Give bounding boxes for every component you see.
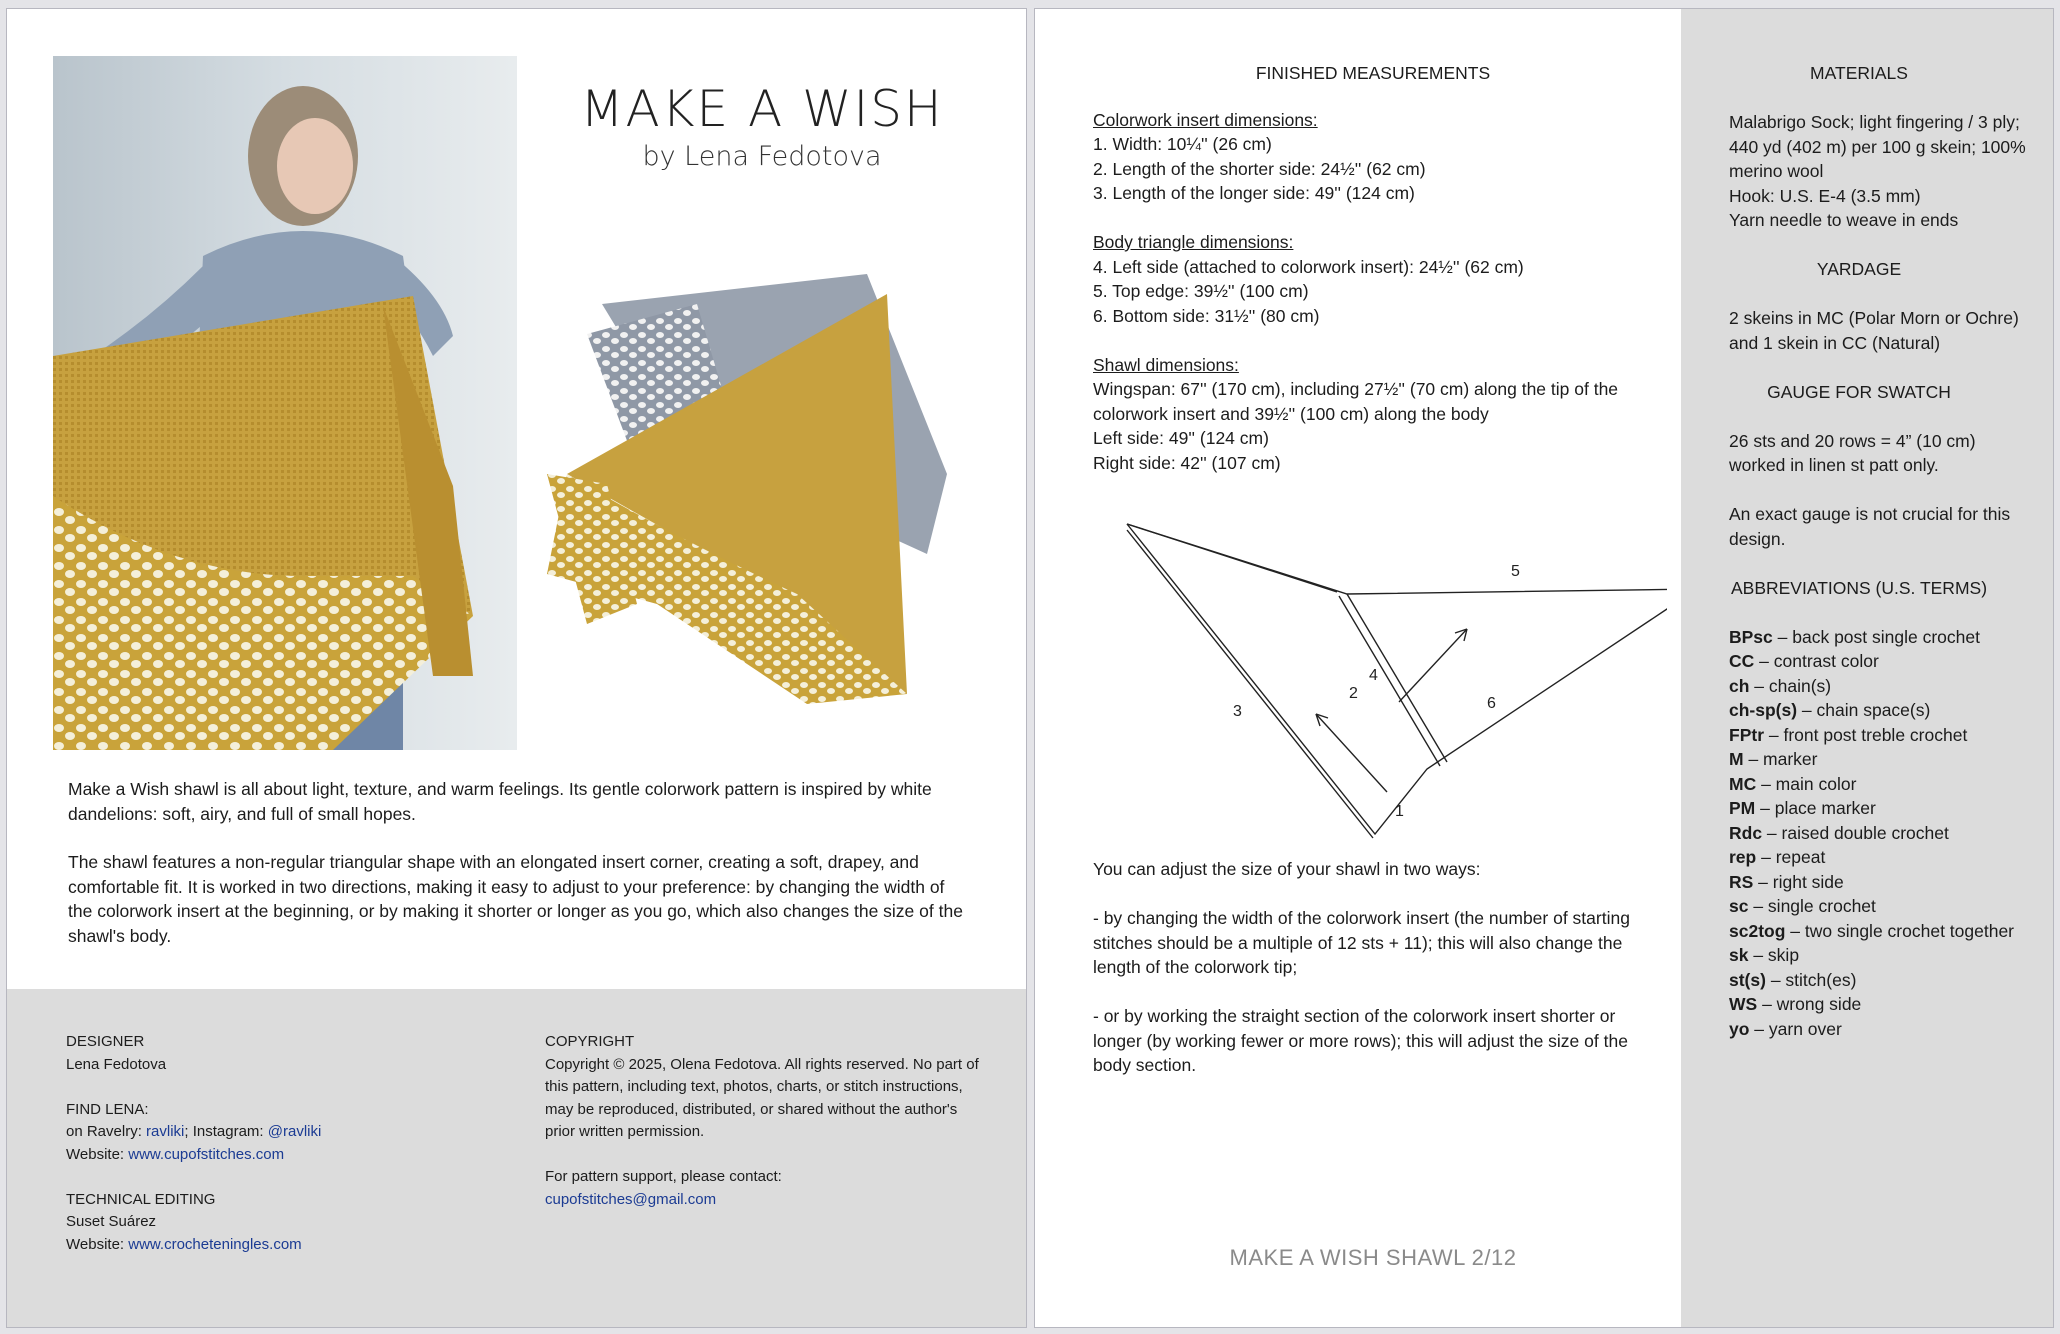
materials-hook: Hook: U.S. E-4 (3.5 mm) bbox=[1729, 185, 1921, 206]
insert-item-2: 2. Length of the shorter side: 24½'' (62 cm) bbox=[1093, 158, 1426, 179]
diagram-label-5: 5 bbox=[1511, 563, 1520, 580]
website-line bbox=[66, 1144, 486, 1167]
abbr-item: ch – chain(s) bbox=[1729, 675, 1832, 696]
abbr-item: WS – wrong side bbox=[1729, 994, 1862, 1014]
page-measurements bbox=[1034, 8, 2054, 1328]
tech-website-prefix: Website: bbox=[66, 1235, 129, 1253]
shawl-item-left: Left side: 49'' (124 cm) bbox=[1093, 428, 1269, 448]
adjust-option-1: - by changing the width of the colorwork insert (the number of starting stitches should be a multiple of 12 sts + 11); this will also change the length of the colorwork tip; bbox=[1093, 908, 1630, 977]
designer-name: Lena Fedotova bbox=[66, 1055, 167, 1073]
title-block bbox=[527, 81, 997, 172]
photo-folded-shawl-graphic bbox=[547, 274, 967, 734]
materials-heading: MATERIALS bbox=[1810, 63, 1908, 83]
adjust-intro: You can adjust the size of your shawl in two ways: bbox=[1093, 859, 1481, 879]
yardage-heading: YARDAGE bbox=[1816, 259, 1902, 279]
website-link[interactable]: www.cupofstitches.com bbox=[128, 1145, 285, 1163]
tech-editing-block bbox=[66, 1189, 486, 1257]
website-prefix: Website: bbox=[66, 1145, 129, 1163]
intro-text bbox=[68, 777, 968, 972]
gauge-heading: GAUGE FOR SWATCH bbox=[1767, 381, 1951, 402]
materials-yarn: Malabrigo Sock; light fingering / 3 ply; 440 yd (402 m) per 100 g skein; 100% merino wool bbox=[1729, 112, 2026, 181]
abbr-item: MC – main color bbox=[1729, 773, 1857, 794]
abbr-item: yo – yarn over bbox=[1729, 1018, 1842, 1039]
measurements-column bbox=[1093, 61, 1663, 475]
diagram-label-4: 4 bbox=[1369, 667, 1378, 684]
abbr-item: BPsc – back post single crochet bbox=[1729, 626, 1980, 647]
body-item-6: 6. Bottom side: 31½'' (80 cm) bbox=[1093, 305, 1320, 326]
shawl-schematic-diagram bbox=[1087, 504, 1667, 844]
diagram-label-1: 1 bbox=[1395, 803, 1404, 820]
copyright-text: Copyright © 2025, Olena Fedotova. All rights reserved. No part of this pattern, including text, photos, charts, or stitch instructions, may be reproduced, distributed, or shared without the author's prior written permission. bbox=[545, 1055, 979, 1140]
tech-website-line bbox=[66, 1234, 486, 1257]
sidebar-content bbox=[1729, 61, 2029, 1041]
designer-block bbox=[66, 1031, 486, 1076]
pattern-title: MAKE A WISH bbox=[580, 80, 944, 138]
abbr-item: PM – place marker bbox=[1729, 798, 1876, 818]
social-line bbox=[66, 1121, 486, 1144]
copyright-block bbox=[545, 1031, 985, 1144]
copyright-label: COPYRIGHT bbox=[545, 1033, 635, 1050]
insert-inner-line-2 bbox=[1339, 596, 1440, 766]
support-email-link[interactable]: cupofstitches@gmail.com bbox=[545, 1190, 717, 1208]
support-block bbox=[545, 1166, 985, 1211]
support-text: For pattern support, please contact: bbox=[545, 1168, 782, 1185]
materials-sidebar bbox=[1681, 9, 2054, 1327]
abbr-item: Rdc – raised double crochet bbox=[1729, 822, 1949, 843]
abbreviations-heading: ABBREVIATIONS (U.S. TERMS) bbox=[1730, 577, 1988, 598]
gauge-text: 26 sts and 20 rows = 4” (10 cm) worked in linen st patt only. bbox=[1729, 430, 1976, 475]
photo-woman-graphic bbox=[53, 56, 517, 750]
find-designer-block bbox=[66, 1099, 486, 1167]
shawl-item-wingspan: Wingspan: 67'' (170 cm), including 27½'' (70 cm) along the tip of the colorwork insert and 39½'' (100 cm) along the body bbox=[1093, 379, 1619, 424]
ravelry-link[interactable]: ravliki bbox=[146, 1123, 185, 1140]
abbr-item: RS – right side bbox=[1729, 871, 1844, 892]
insert-inner-line-1 bbox=[1347, 594, 1447, 762]
abbreviations-list bbox=[1729, 625, 2029, 1042]
instagram-link[interactable]: @ravliki bbox=[267, 1123, 322, 1140]
credits-right-column bbox=[545, 1031, 985, 1234]
abbr-item: FPtr – front post treble crochet bbox=[1729, 724, 1968, 745]
find-label: FIND LENA: bbox=[66, 1100, 149, 1118]
materials-list bbox=[1729, 110, 2029, 233]
insert-outer-line bbox=[1127, 530, 1373, 838]
page-cover bbox=[6, 8, 1027, 1328]
abbr-item: sk – skip bbox=[1729, 945, 1800, 965]
insert-item-3: 3. Length of the longer side: 49'' (124 cm) bbox=[1093, 183, 1415, 203]
insert-item-1: 1. Width: 10¼'' (26 cm) bbox=[1093, 134, 1272, 154]
abbr-item: sc2tog – two single crochet together bbox=[1729, 920, 2015, 941]
abbr-item: sc – single crochet bbox=[1729, 896, 1876, 916]
abbr-item: CC – contrast color bbox=[1729, 651, 1879, 671]
intro-paragraph-2: The shawl features a non-regular triangular shape with an elongated insert corner, creating a soft, drapey, and comfortable fit. It is worked in two directions, making it easy to adjust to your preference: by changing the width of the colorwork insert at the beginning, or by making it shorter or longer as you go, which also changes the size of the shawl's body. bbox=[68, 852, 963, 946]
designer-label: DESIGNER bbox=[66, 1033, 145, 1050]
abbr-item: st(s) – stitch(es) bbox=[1729, 969, 1857, 990]
arrow-4-shaft bbox=[1399, 629, 1467, 702]
page-footer: MAKE A WISH SHAWL 2/12 bbox=[1229, 1245, 1517, 1270]
body-item-5: 5. Top edge: 39½'' (100 cm) bbox=[1093, 281, 1309, 301]
diagram-label-6: 6 bbox=[1487, 695, 1496, 712]
diagram-label-3: 3 bbox=[1233, 703, 1242, 720]
materials-needle: Yarn needle to weave in ends bbox=[1729, 210, 1959, 230]
ravelry-prefix: on Ravelry: bbox=[66, 1123, 147, 1140]
shawl-item-right: Right side: 42'' (107 cm) bbox=[1093, 452, 1281, 473]
credits-panel bbox=[7, 989, 1026, 1328]
intro-paragraph-1: Make a Wish shawl is all about light, texture, and warm feelings. Its gentle colorwork pattern is inspired by white dandelions: soft, airy, and full of small hopes. bbox=[68, 779, 932, 824]
body-dimensions-label: Body triangle dimensions: bbox=[1093, 232, 1294, 252]
top-edge-line bbox=[1127, 524, 1667, 594]
insert-dimensions-label: Colorwork insert dimensions: bbox=[1093, 109, 1318, 130]
measurements-heading: FINISHED MEASUREMENTS bbox=[1255, 63, 1491, 83]
body-item-4: 4. Left side (attached to colorwork insert): 24½'' (62 cm) bbox=[1093, 256, 1524, 277]
shawl-dimensions-label: Shawl dimensions: bbox=[1093, 354, 1239, 375]
abbr-item: M – marker bbox=[1729, 749, 1818, 769]
credits-left-column bbox=[66, 1031, 486, 1279]
tech-editor-name: Suset Suárez bbox=[66, 1213, 157, 1230]
gauge-note: An exact gauge is not crucial for this design. bbox=[1729, 504, 2011, 549]
tech-website-link[interactable]: www.crocheteningles.com bbox=[128, 1235, 302, 1253]
diagram-label-2: 2 bbox=[1349, 685, 1358, 702]
tech-editing-label: TECHNICAL EDITING bbox=[66, 1190, 216, 1208]
abbr-item: rep – repeat bbox=[1729, 847, 1826, 867]
instagram-prefix: ; Instagram: bbox=[184, 1123, 268, 1140]
insert-top-line bbox=[1127, 524, 1337, 592]
designer-byline: by Lena Fedotova bbox=[642, 140, 882, 172]
adjust-option-2: - or by working the straight section of the colorwork insert shorter or longer (by working fewer or more rows); this will adjust the size of the body section. bbox=[1093, 1006, 1628, 1075]
photo-woman-with-shawl bbox=[53, 56, 517, 750]
adjust-size-text bbox=[1093, 857, 1663, 1102]
yardage-text: 2 skeins in MC (Polar Morn or Ochre) and 1 skein in CC (Natural) bbox=[1729, 308, 2019, 353]
photo-folded-shawl bbox=[547, 274, 967, 734]
abbr-item: ch-sp(s) – chain space(s) bbox=[1729, 700, 1931, 720]
